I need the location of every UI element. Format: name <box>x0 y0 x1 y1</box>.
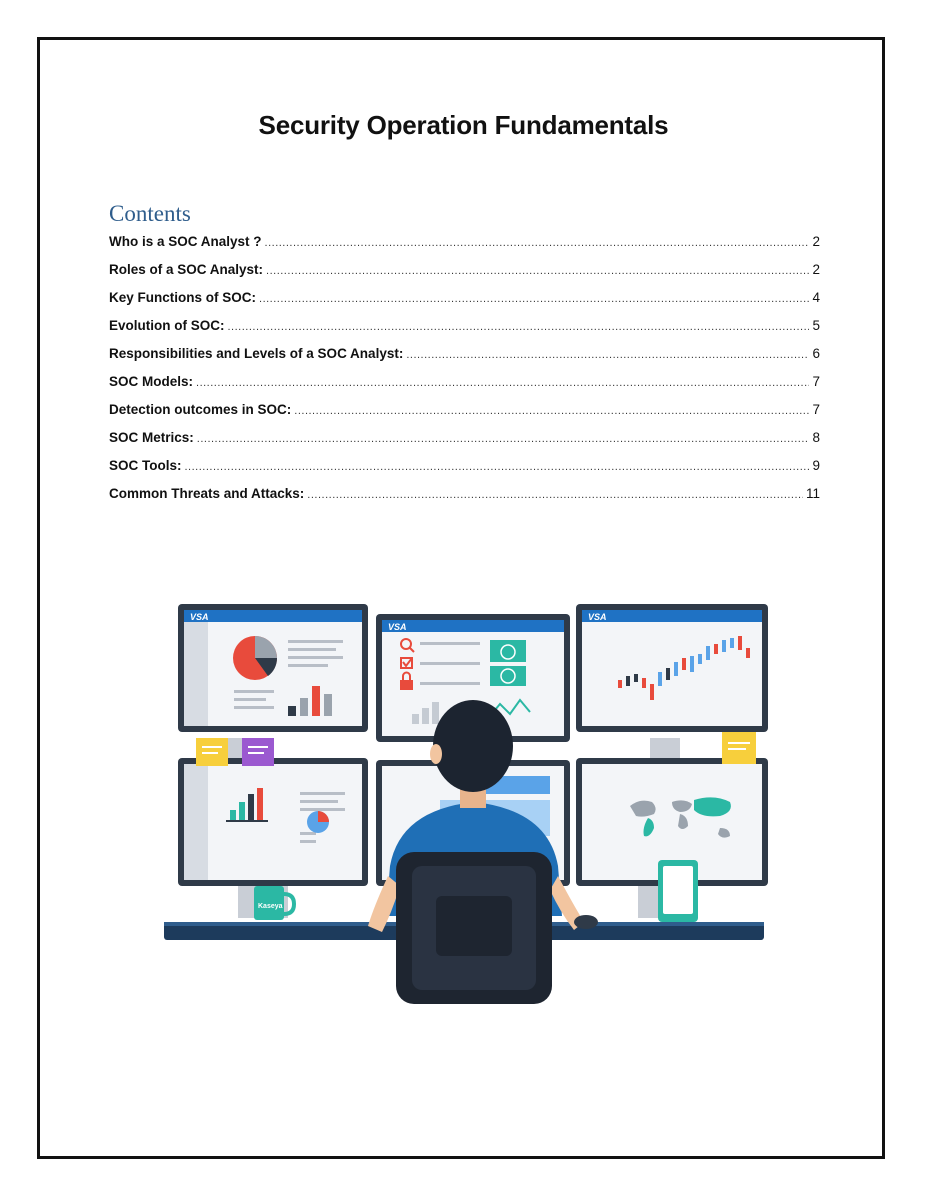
sticky-note-yellow <box>196 738 228 766</box>
vsa-logo: VSA <box>588 612 607 622</box>
monitor-screen <box>582 610 762 726</box>
toc-entry[interactable] <box>109 427 820 455</box>
toc-entry-page: 5 <box>812 318 820 333</box>
toc-dot-leader <box>185 456 810 478</box>
toc-entry-label: Who is a SOC Analyst ? <box>109 234 262 249</box>
toc-dot-leader <box>259 288 809 310</box>
toc-dot-leader <box>294 400 809 422</box>
speedometer-icon <box>490 640 526 662</box>
toc-entry-label: Evolution of SOC: <box>109 318 225 333</box>
toc-entry-page: 2 <box>812 262 820 277</box>
soc-analyst-illustration <box>160 596 775 1016</box>
toc-heading: Contents <box>109 201 191 226</box>
pie-chart-icon <box>307 811 329 833</box>
toc-entry-label: Detection outcomes in SOC: <box>109 402 292 417</box>
toc-entry[interactable] <box>109 483 820 511</box>
toc-dot-leader <box>266 260 809 282</box>
screen-sidebar <box>184 622 208 726</box>
screen-sidebar <box>184 764 208 880</box>
toc-entry-page: 7 <box>812 374 820 389</box>
monitor-top-right <box>576 604 768 732</box>
pie-chart-icon <box>233 636 277 680</box>
document-title: Security Operation Fundamentals <box>258 110 669 140</box>
analyst-head <box>433 700 513 792</box>
sla-badge <box>490 666 526 686</box>
toc-entry[interactable] <box>109 287 820 315</box>
toc-entry-label: SOC Models: <box>109 374 194 389</box>
monitor-stand <box>650 738 680 758</box>
smartphone-icon <box>658 860 698 922</box>
toc-entry-page: 7 <box>812 402 820 417</box>
toc-dot-leader <box>228 316 810 338</box>
toc-entry[interactable] <box>109 343 820 371</box>
toc-entry-label: SOC Tools: <box>109 458 182 473</box>
toc-entry-label: SOC Metrics: <box>109 430 194 445</box>
computer-mouse-icon <box>574 915 598 929</box>
sticky-note-yellow <box>722 732 756 764</box>
toc-entry[interactable] <box>109 455 820 483</box>
toc-entry-page: 11 <box>805 486 820 501</box>
screen-header <box>184 610 362 622</box>
analyst-ear <box>430 744 442 764</box>
sticky-note-purple <box>242 738 274 766</box>
toc-dot-leader <box>307 484 803 506</box>
screen-header <box>582 610 762 622</box>
toc-entry[interactable] <box>109 371 820 399</box>
toc-dot-leader <box>196 372 809 394</box>
toc-entry-label: Key Functions of SOC: <box>109 290 257 305</box>
toc-entry[interactable] <box>109 315 820 343</box>
mug-logo: Kaseya <box>258 903 283 910</box>
toc-entry[interactable] <box>109 399 820 427</box>
toc-dot-leader <box>406 344 809 366</box>
monitor-top-left <box>178 604 368 732</box>
office-chair-icon <box>396 852 552 1004</box>
toc-entry-label: Common Threats and Attacks: <box>109 486 305 501</box>
vsa-logo: VSA <box>388 622 407 632</box>
toc-entry-page: 6 <box>812 346 820 361</box>
toc-entry-page: 2 <box>812 234 820 249</box>
toc-entry-label: Responsibilities and Levels of a SOC Analyst: <box>109 346 404 361</box>
monitor-bottom-left <box>178 758 368 886</box>
toc-entry-page: 9 <box>812 458 820 473</box>
toc-entry-page: 4 <box>812 290 820 305</box>
vsa-logo: VSA <box>190 612 209 622</box>
screen-header <box>382 620 564 632</box>
toc-dot-leader <box>197 428 810 450</box>
table-of-contents <box>109 231 820 511</box>
toc-entry-label: Roles of a SOC Analyst: <box>109 262 264 277</box>
toc-entry[interactable] <box>109 231 820 259</box>
toc-dot-leader <box>265 232 810 254</box>
monitor-screen <box>184 764 362 880</box>
toc-entry-page: 8 <box>812 430 820 445</box>
toc-entry[interactable] <box>109 259 820 287</box>
